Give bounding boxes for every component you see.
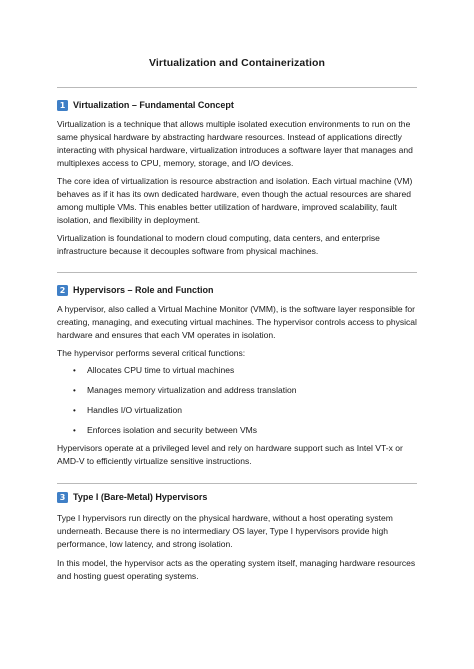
- bullet-icon: •: [73, 406, 76, 415]
- paragraph: In this model, the hypervisor acts as the operating system itself, managing hardware resources and hosting guest operating systems.: [57, 558, 416, 582]
- list-item: • Allocates CPU time to virtual machines: [73, 365, 235, 375]
- paragraph: Virtualization is foundational to modern cloud computing, data centers, and enterprise infrastructure because it decouples software from physical machines.: [57, 233, 380, 257]
- paragraph: The core idea of virtualization is resource abstraction and isolation. Each virtual machine (VM) behaves as if it has its own dedicated hardware, even though the actual resources are shared among multiple VMs. This enables better utilization of hardware, improved scalability, fault isolation, and flexibility in deployment.: [57, 176, 413, 226]
- paragraph: The hypervisor performs several critical functions:: [57, 348, 246, 358]
- section-heading-virtualization: [57, 98, 234, 112]
- paragraph: Virtualization is a technique that allows multiple isolated execution environments to run on the same physical hardware by abstracting hardware resources. Instead of applications directly interacting with physical hardware, virtualization introduces a software layer that manages and multiplexes access to CPU, memory, storage, and I/O devices.: [57, 119, 413, 169]
- section-heading-hypervisors: [57, 283, 214, 297]
- section-heading-type-one-hypervisors: [57, 490, 207, 504]
- list-item: • Handles I/O virtualization: [73, 405, 183, 415]
- section-divider: [57, 483, 417, 484]
- paragraph: Hypervisors operate at a privileged level and rely on hardware support such as Intel VT-x or AMD-V to efficiently virtualize sensitive instructions.: [57, 443, 403, 467]
- bullet-icon: •: [73, 426, 76, 435]
- list-item: • Enforces isolation and security between VMs: [73, 425, 258, 435]
- paragraph: A hypervisor, also called a Virtual Machine Monitor (VMM), is the software layer responsible for creating, managing, and executing virtual machines. The hypervisor controls access to physical hardware and ensures that each VM operates in isolation.: [57, 304, 417, 341]
- paragraph: Type I hypervisors run directly on the physical hardware, without a host operating system underneath. Because there is no intermediary OS layer, Type I hypervisors provide high performance, low latency, and strong isolation.: [57, 513, 393, 550]
- section-heading-text: Virtualization – Fundamental Concept: [73, 100, 234, 110]
- section-divider: [57, 87, 417, 88]
- section-divider: [57, 272, 417, 273]
- section-heading-text: Hypervisors – Role and Function: [73, 285, 214, 295]
- number-one-icon: 1: [57, 100, 68, 111]
- bullet-icon: •: [73, 366, 76, 375]
- number-two-icon: 2: [57, 285, 68, 296]
- number-three-icon: 3: [57, 492, 68, 503]
- bullet-icon: •: [73, 386, 76, 395]
- document-title: Virtualization and Containerization: [149, 57, 325, 69]
- section-heading-text: Type I (Bare-Metal) Hypervisors: [73, 492, 208, 502]
- list-item: • Manages memory virtualization and address translation: [73, 385, 297, 395]
- hypervisor-functions-list: [57, 364, 419, 444]
